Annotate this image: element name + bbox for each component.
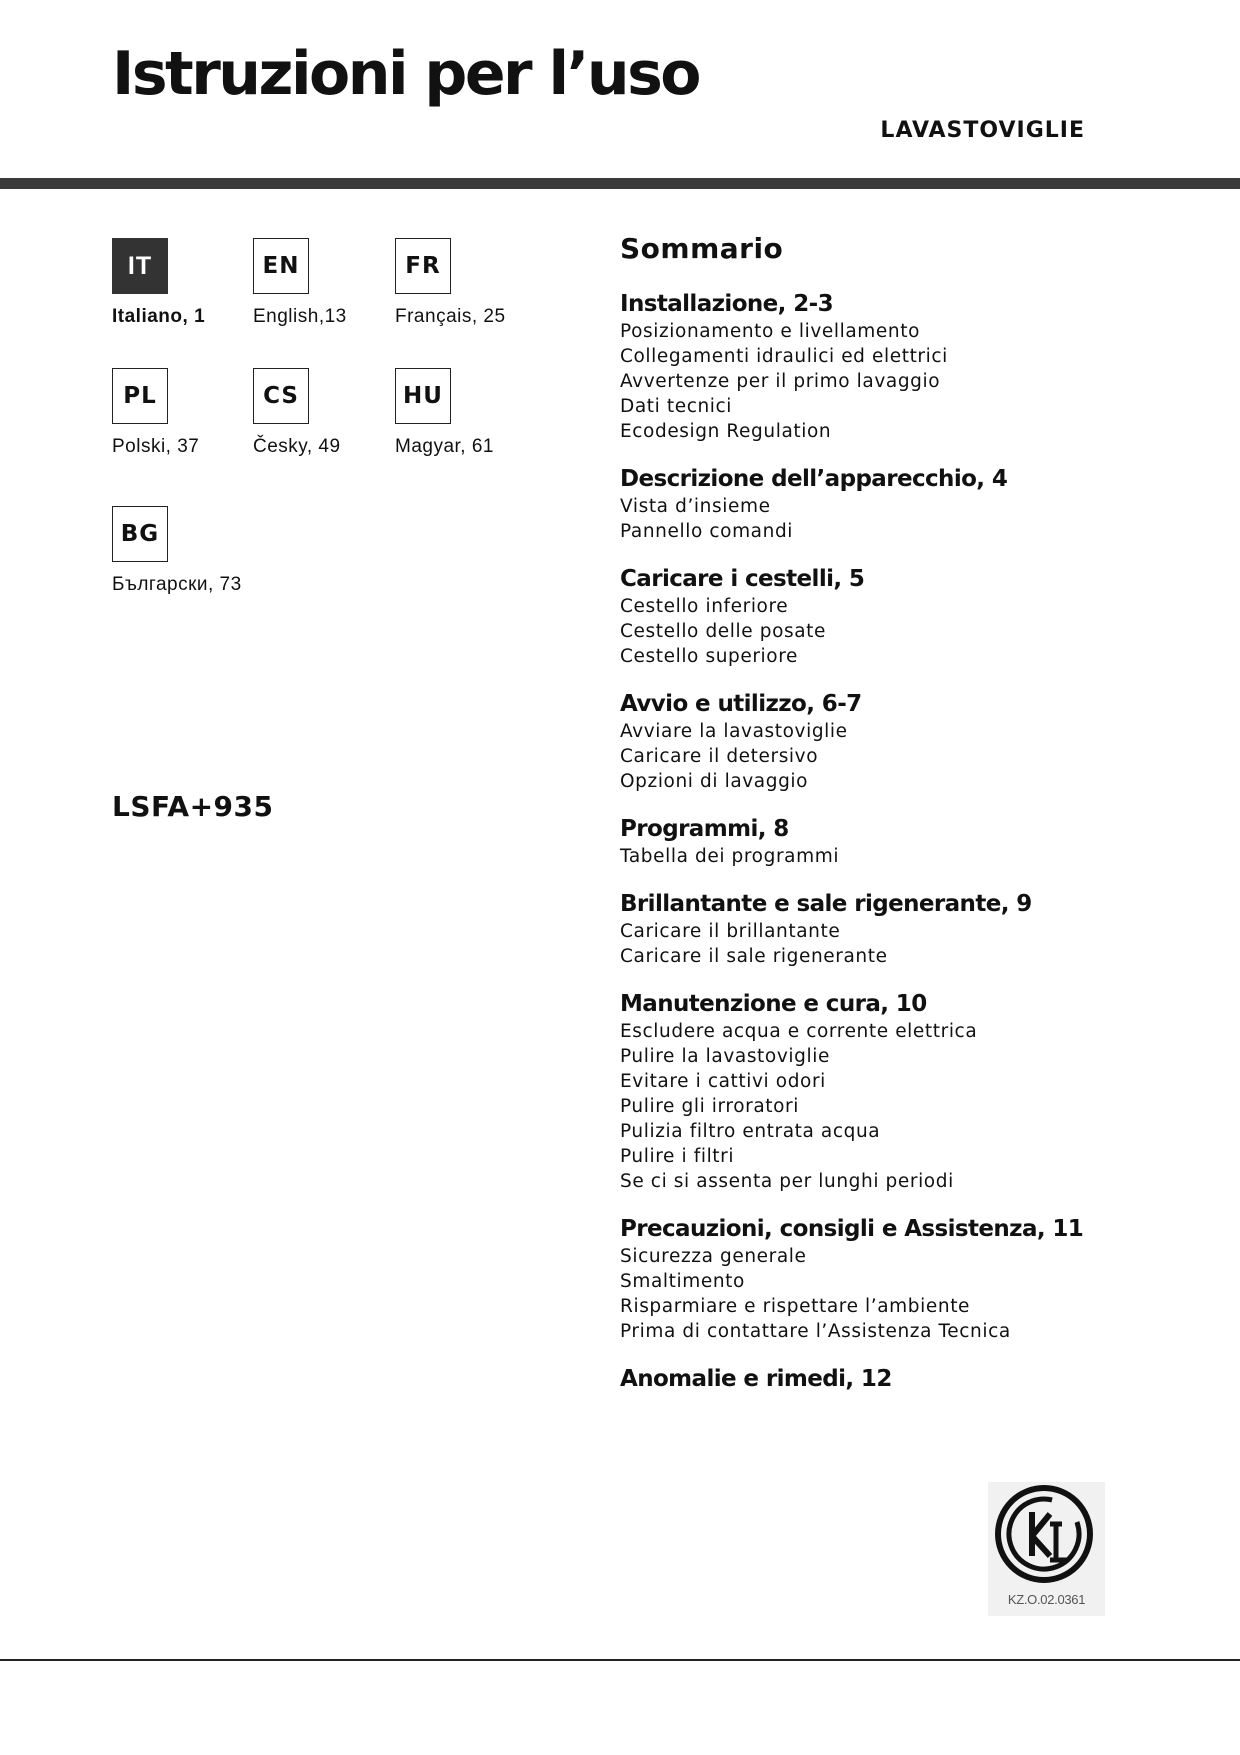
language-pl[interactable]: [112, 368, 262, 458]
table-of-contents: [620, 232, 1180, 1414]
language-label: English,13: [253, 306, 347, 327]
language-code-box: CS: [253, 368, 309, 424]
language-it[interactable]: [112, 238, 262, 328]
toc-section: [620, 889, 1180, 969]
language-en[interactable]: [253, 238, 403, 328]
certification-mark: [988, 1482, 1105, 1616]
toc-item: Avvertenze per il primo lavaggio: [620, 371, 941, 392]
toc-item: Cestello inferiore: [620, 596, 789, 617]
toc-section: [620, 1364, 1180, 1394]
toc-heading: Anomalie e rimedi, 12: [620, 1366, 892, 1392]
toc-heading: Brillantante e sale rigenerante, 9: [620, 891, 1032, 917]
language-bg[interactable]: [112, 506, 262, 596]
toc-section: [620, 289, 1180, 444]
language-cs[interactable]: [253, 368, 403, 458]
toc-item: Tabella dei programmi: [620, 846, 840, 867]
toc-item: Avviare la lavastoviglie: [620, 721, 848, 742]
language-label: Česky, 49: [253, 436, 341, 457]
toc-heading: Descrizione dell’apparecchio, 4: [620, 466, 1008, 492]
toc-item: Prima di contattare l’Assistenza Tecnica: [620, 1321, 1011, 1342]
language-code-box: PL: [112, 368, 168, 424]
toc-heading: Precauzioni, consigli e Assistenza, 11: [620, 1216, 1084, 1242]
language-code-box: IT: [112, 238, 168, 294]
toc-item: Pulire i filtri: [620, 1146, 735, 1167]
language-label: Français, 25: [395, 306, 506, 327]
page-title: Istruzioni per l’uso: [112, 39, 700, 109]
toc-item: Ecodesign Regulation: [620, 421, 832, 442]
kz-certification-mark-icon: [988, 1482, 1105, 1592]
toc-item: Evitare i cattivi odori: [620, 1071, 826, 1092]
toc-item: Pannello comandi: [620, 521, 794, 542]
toc-item: Caricare il detersivo: [620, 746, 819, 767]
toc-sections: [620, 289, 1180, 1394]
product-category: LAVASTOVIGLIE: [880, 118, 1085, 143]
toc-item: Cestello superiore: [620, 646, 798, 667]
toc-item: Escludere acqua e corrente elettrica: [620, 1021, 978, 1042]
toc-item: Cestello delle posate: [620, 621, 826, 642]
toc-item: Pulire la lavastoviglie: [620, 1046, 830, 1067]
toc-section: [620, 814, 1180, 869]
language-code-box: FR: [395, 238, 451, 294]
language-label: Magyar, 61: [395, 436, 494, 457]
toc-item: Pulizia filtro entrata acqua: [620, 1121, 881, 1142]
toc-item: Sicurezza generale: [620, 1246, 807, 1267]
toc-item: Vista d’insieme: [620, 496, 771, 517]
bottom-divider: [0, 1659, 1240, 1661]
toc-section: [620, 989, 1180, 1194]
toc-item: Caricare il brillantante: [620, 921, 841, 942]
language-label: Italiano, 1: [112, 306, 206, 327]
toc-item: Collegamenti idraulici ed elettrici: [620, 346, 948, 367]
model-number: LSFA+935: [112, 790, 274, 823]
toc-title: Sommario: [620, 232, 784, 265]
language-code-box: HU: [395, 368, 451, 424]
toc-section: [620, 564, 1180, 669]
toc-heading: Avvio e utilizzo, 6-7: [620, 691, 862, 717]
toc-item: Caricare il sale rigenerante: [620, 946, 888, 967]
language-label: Български, 73: [112, 574, 242, 595]
toc-section: [620, 689, 1180, 794]
toc-item: Se ci si assenta per lunghi periodi: [620, 1171, 954, 1192]
language-code-box: EN: [253, 238, 309, 294]
toc-section: [620, 464, 1180, 544]
language-hu[interactable]: [395, 368, 545, 458]
toc-heading: Manutenzione e cura, 10: [620, 991, 927, 1017]
language-fr[interactable]: [395, 238, 545, 328]
toc-heading: Caricare i cestelli, 5: [620, 566, 865, 592]
toc-heading: Installazione, 2-3: [620, 291, 833, 317]
toc-item: Posizionamento e livellamento: [620, 321, 920, 342]
toc-section: [620, 1214, 1180, 1344]
top-divider: [0, 178, 1240, 189]
language-label: Polski, 37: [112, 436, 200, 457]
toc-item: Smaltimento: [620, 1271, 745, 1292]
toc-item: Pulire gli irroratori: [620, 1096, 800, 1117]
toc-heading: Programmi, 8: [620, 816, 789, 842]
toc-item: Opzioni di lavaggio: [620, 771, 809, 792]
toc-item: Dati tecnici: [620, 396, 733, 417]
language-code-box: BG: [112, 506, 168, 562]
toc-item: Risparmiare e rispettare l’ambiente: [620, 1296, 971, 1317]
certification-code: KZ.O.02.0361: [1007, 1592, 1086, 1607]
